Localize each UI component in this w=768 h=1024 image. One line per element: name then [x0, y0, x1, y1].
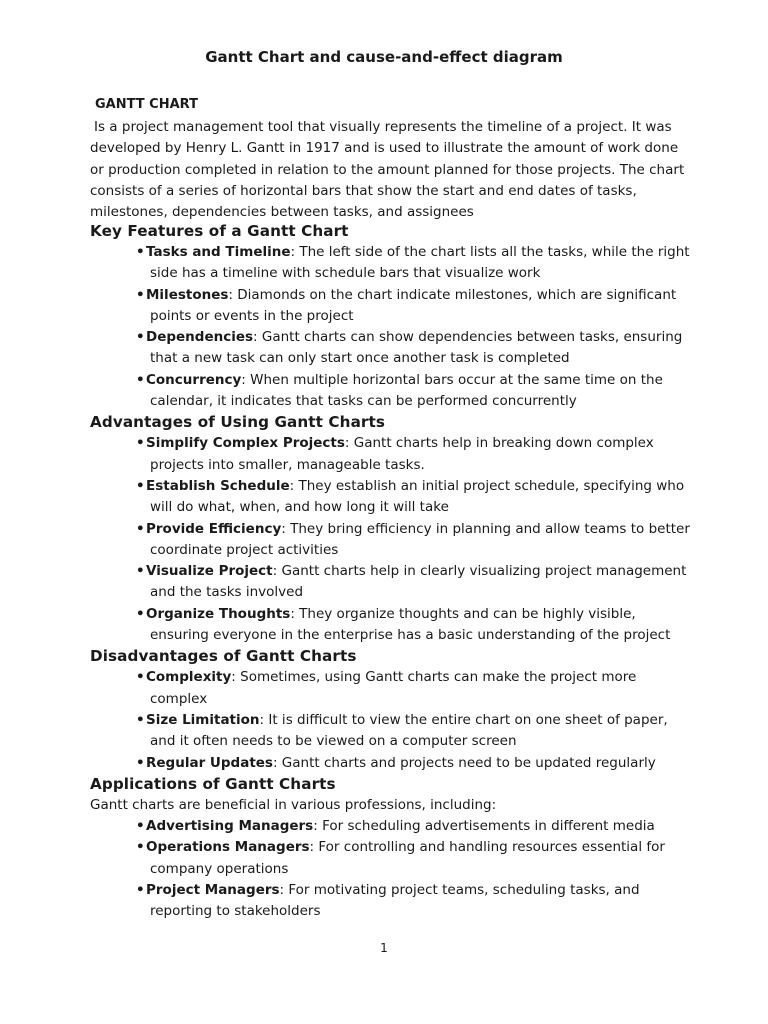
bullet-icon: •: [136, 563, 145, 580]
section-heading: Key Features of a Gantt Chart: [90, 222, 349, 240]
list-item: [90, 433, 690, 476]
list-item: [90, 837, 690, 880]
bullet-icon: •: [136, 754, 145, 771]
list-item-term: Establish Schedule: [146, 477, 290, 494]
bullet-icon: •: [136, 520, 145, 537]
list-item: [90, 476, 690, 519]
list-item-text: : They establish an initial project schedule, specifying who will do what, when, and how long it will take: [150, 477, 685, 516]
bullet-icon: •: [136, 669, 145, 686]
bullet-icon: •: [136, 605, 145, 622]
list-item-term: Project Managers: [146, 882, 280, 899]
list-item-term: Visualize Project: [146, 563, 273, 580]
list-item-text: : Gantt charts and projects need to be updated regularly: [272, 754, 656, 771]
section-intro-text: Gantt charts are beneficial in various professions, including:: [90, 796, 497, 813]
list-item: [90, 327, 690, 370]
bullet-icon: •: [136, 286, 145, 303]
bullet-icon: •: [136, 839, 145, 856]
list-item-term: Advertising Managers: [146, 818, 314, 835]
list-item-text: : Gantt charts help in clearly visualizing project management and the tasks involved: [150, 563, 687, 601]
intro-heading: GANTT CHART: [95, 97, 198, 112]
list-item-text: : Sometimes, using Gantt charts can make the project more complex: [150, 669, 637, 707]
list-item-term: Provide Efficiency: [146, 520, 282, 537]
bullet-icon: •: [136, 711, 145, 728]
intro-paragraph: Is a project management tool that visually represents the timeline of a project. It was developed by Henry L. Gantt in 1917 and is used to illustrate the amount of work done or production completed in relation to the amount planned for those projects. The chart consists of a series of horizontal bars that show the start and end dates of tasks, milestones, dependencies between tasks, and assignees: [90, 119, 685, 221]
page-number: 1: [380, 941, 388, 955]
list-item-text: : For controlling and handling resources essential for company operations: [150, 839, 665, 877]
list-item-term: Organize Thoughts: [146, 605, 291, 622]
bullet-icon: •: [136, 244, 145, 260]
list-item: [90, 753, 690, 774]
section-heading: Disadvantages of Gantt Charts: [90, 647, 357, 666]
list-item: [90, 242, 690, 285]
bullet-list: [90, 816, 690, 922]
list-item-text: : They bring efficiency in planning and allow teams to better coordinate project activities: [150, 520, 690, 558]
list-item: [90, 285, 690, 328]
list-item-text: : The left side of the chart lists all the tasks, while the right side has a timeline with schedule bars that visualize work: [150, 244, 690, 282]
list-item: [90, 370, 690, 413]
document-title: Gantt Chart and cause-and-effect diagram: [205, 48, 563, 66]
list-item-text: : Diamonds on the chart indicate milestones, which are significant points or events in the project: [150, 286, 677, 324]
list-item-term: Complexity: [146, 669, 232, 686]
list-item: [90, 519, 690, 562]
list-item-text: : They organize thoughts and can be highly visible, ensuring everyone in the enterprise has a basic understanding of the project: [150, 605, 671, 644]
list-item-term: Tasks and Timeline: [146, 244, 291, 260]
list-item: [90, 667, 690, 710]
list-item-text: : For scheduling advertisements in different media: [313, 818, 655, 835]
list-item-term: Operations Managers: [146, 839, 310, 856]
list-item-text: : When multiple horizontal bars occur at the same time on the calendar, it indicates that tasks can be performed concurrently: [150, 371, 663, 410]
bullet-icon: •: [136, 882, 145, 899]
bullet-icon: •: [136, 477, 145, 494]
bullet-icon: •: [136, 329, 145, 346]
bullet-icon: •: [136, 371, 145, 388]
section-key-features: [90, 221, 690, 412]
list-item: [90, 880, 690, 923]
bullet-icon: •: [136, 818, 145, 835]
bullet-list: [90, 242, 690, 412]
list-item-term: Milestones: [146, 286, 229, 303]
list-item-term: Size Limitation: [146, 711, 260, 728]
list-item-term: Concurrency: [146, 371, 242, 388]
list-item-text: : For motivating project teams, scheduling tasks, and reporting to stakeholders: [150, 882, 640, 920]
list-item-text: : Gantt charts help in breaking down complex projects into smaller, manageable tasks.: [150, 435, 654, 473]
list-item-term: Simplify Complex Projects: [146, 435, 345, 452]
section-disadvantages: [90, 646, 690, 773]
bullet-list: [90, 667, 690, 773]
list-item: [90, 561, 690, 604]
list-item: [90, 710, 690, 753]
bullet-icon: •: [136, 435, 145, 452]
section-heading: Advantages of Using Gantt Charts: [90, 413, 386, 432]
list-item: [90, 816, 690, 837]
list-item-text: : It is difficult to view the entire chart on one sheet of paper, and it often needs to be viewed on a computer screen: [150, 711, 668, 750]
list-item: [90, 604, 690, 647]
document-body: [90, 221, 690, 923]
section-heading: Applications of Gantt Charts: [90, 774, 336, 793]
bullet-list: [90, 433, 690, 646]
list-item-text: : Gantt charts can show dependencies between tasks, ensuring that a new task can only start once another task is completed: [150, 329, 683, 367]
list-item-term: Regular Updates: [146, 754, 273, 771]
list-item-term: Dependencies: [146, 329, 254, 346]
section-applications: [90, 774, 690, 923]
section-advantages: [90, 412, 690, 646]
